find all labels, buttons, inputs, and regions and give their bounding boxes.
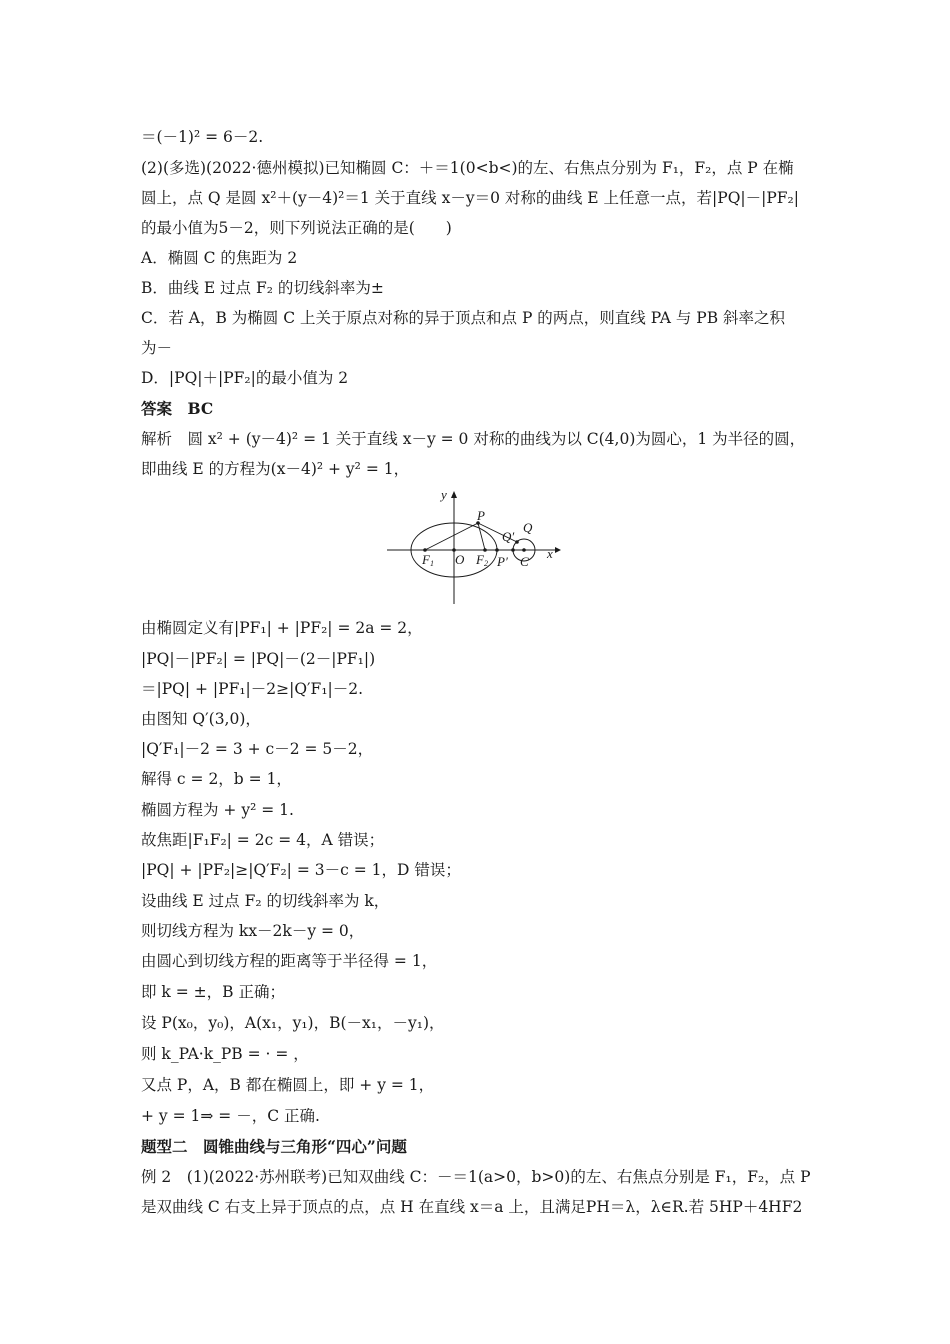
text-line: 设曲线 E 过点 F₂ 的切线斜率为 k， (141, 892, 390, 910)
segment-pf2 (478, 523, 485, 550)
option-a: A．椭圆 C 的焦距为 2 (141, 249, 298, 267)
point-q-prime (511, 548, 515, 552)
text-line: 则 k_PA·k_PB = · = ， (141, 1045, 309, 1063)
text-line: |PQ| + |PF₂|≥|Q′F₂| = 3－c = 1，D 错误； (141, 861, 461, 879)
option-b: B．曲线 E 过点 F₂ 的切线斜率为± (141, 279, 384, 297)
option-c-cont: 为－ (141, 339, 173, 357)
text-line: ＝|PQ| + |PF₁|－2≥|Q′F₁|－2. (141, 680, 364, 698)
point-q (515, 540, 519, 544)
answer-line: 答案 BC (141, 399, 214, 418)
text-line: 的最小值为5－2，则下列说法正确的是( ) (141, 219, 452, 237)
option-d: D．|PQ|＋|PF₂|的最小值为 2 (141, 369, 349, 387)
ellipse-circle-diagram (385, 486, 565, 608)
label-o: O (455, 552, 465, 567)
text-line: 由图知 Q′(3,0)， (141, 710, 261, 728)
label-f2: F (476, 552, 484, 567)
text-line: + y = 1⇒ = －，C 正确. (141, 1107, 320, 1125)
label-p: P (477, 508, 485, 523)
section-heading: 题型二 圆锥曲线与三角形“四心”问题 (141, 1137, 407, 1156)
segment-pf1 (425, 523, 478, 550)
text-line: 圆上，点 Q 是圆 x²＋(y－4)²＝1 关于直线 x－y＝0 对称的曲线 E 上任意一点，若|PQ|－|PF₂| (141, 189, 799, 207)
label-q-prime: Q′ (502, 529, 515, 544)
label-f2-sub: 2 (484, 559, 488, 568)
text-line: 设 P(x₀，y₀)，A(x₁，y₁)，B(－x₁，－y₁)， (141, 1014, 445, 1032)
example-line: 是双曲线 C 右支上异于顶点的点，点 H 在直线 x＝a 上，且满足PH＝λ，λ∈R.若 5HP＋4HF2 (141, 1198, 803, 1216)
label-f1-sub: 1 (430, 559, 434, 568)
label-q: Q (523, 520, 533, 535)
analysis-line: 解析 圆 x² + (y－4)² = 1 关于直线 x－y = 0 对称的曲线为以 C(4,0)为圆心，1 为半径的圆， (141, 430, 806, 448)
label-p-prime: P′ (497, 554, 508, 569)
text-line: 即曲线 E 的方程为(x－4)² + y² = 1， (141, 460, 410, 478)
point-c (522, 548, 526, 552)
text-line: 由椭圆定义有|PF₁| + |PF₂| = 2a = 2， (141, 619, 423, 637)
text-line: ＝(－1)² = 6－2. (141, 128, 264, 146)
text-line: |Q′F₁|－2 = 3 + c－2 = 5－2， (141, 740, 374, 758)
label-y: y (441, 487, 447, 502)
text-line: 则切线方程为 kx－2k－y = 0， (141, 922, 365, 940)
option-c: C．若 A，B 为椭圆 C 上关于原点对称的异于顶点和点 P 的两点，则直线 PA 与 PB 斜率之积 (141, 309, 786, 327)
example-line: 例 2 (1)(2022·苏州联考)已知双曲线 C：－＝1(a>0，b>0)的左、右焦点分别是 F₁，F₂，点 P (141, 1168, 811, 1186)
text-line: 故焦距|F₁F₂| = 2c = 4，A 错误； (141, 831, 385, 849)
point-p-prime (495, 548, 499, 552)
text-line: 解得 c = 2，b = 1， (141, 770, 292, 788)
text-line: 又点 P，A，B 都在椭圆上，即 + y = 1， (141, 1076, 435, 1094)
label-x: x (547, 546, 553, 561)
text-line: 由圆心到切线方程的距离等于半径得 = 1， (141, 952, 438, 970)
x-axis-arrow (555, 547, 561, 553)
text-line: (2)(多选)(2022·德州模拟)已知椭圆 C：＋＝1(0<b<)的左、右焦点分别为 F₁，F₂，点 P 在椭 (141, 159, 794, 177)
y-axis-arrow (451, 491, 457, 498)
label-f1: F (422, 552, 430, 567)
text-line: 即 k = ±，B 正确； (141, 983, 285, 1001)
text-line: 椭圆方程为 + y² = 1. (141, 801, 294, 819)
text-line: |PQ|－|PF₂| = |PQ|－(2－|PF₁|) (141, 650, 376, 668)
label-c: C (520, 554, 529, 569)
